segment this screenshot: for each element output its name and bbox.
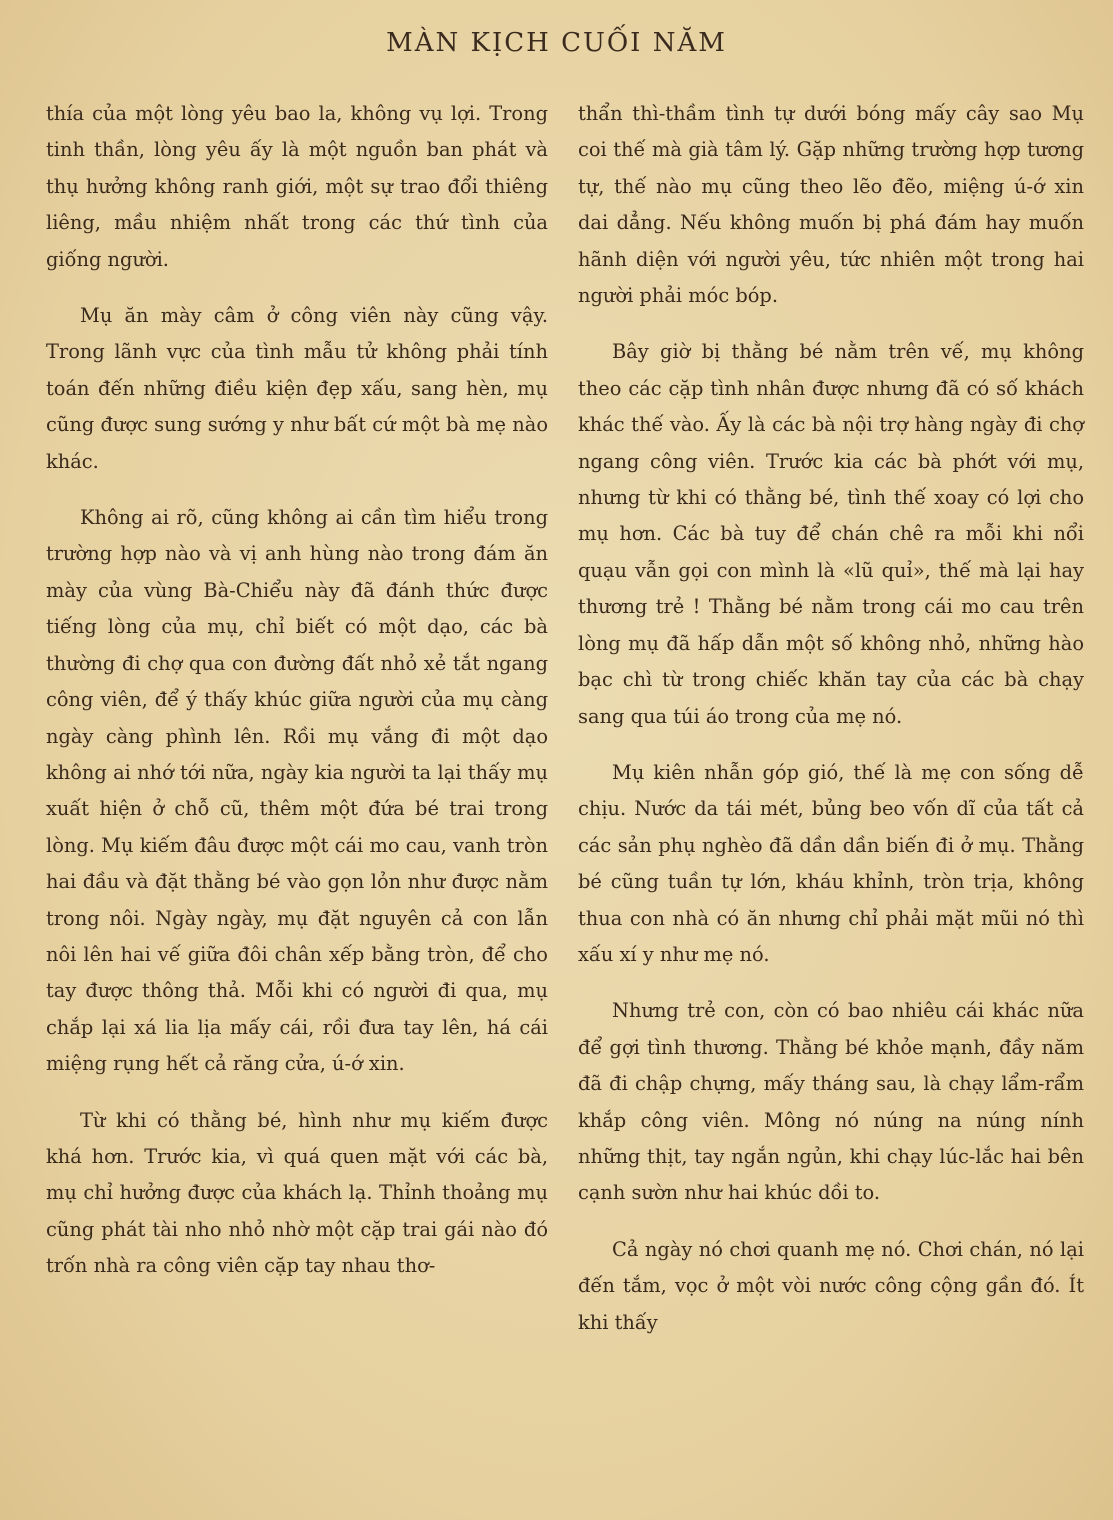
paragraph: Không ai rõ, cũng không ai cần tìm hiểu trong trường hợp nào và vị anh hùng nào trong đám ăn mày của vùng Bà-Chiểu này đã đánh thức được tiếng lòng của mụ, chỉ biết có một dạo, các bà thường đi chợ qua con đường đất nhỏ xẻ tắt ngang công viên, để ý thấy khúc giữa người của mụ càng ngày càng phình lên. Rồi mụ vắng đi một dạo không ai nhớ tới nữa, ngày kia người ta lại thấy mụ xuất hiện ở chỗ cũ, thêm một đứa bé trai trong lòng. Mụ kiếm đâu được một cái mo cau, vanh tròn hai đầu và đặt thằng bé vào gọn lỏn như được nằm trong nôi. Ngày ngày, mụ đặt nguyên cả con lẫn nôi lên hai vế giữa đôi chân xếp bằng tròn, để cho tay được thông thả. Mỗi khi có người đi qua, mụ chắp lại xá lia lịa mấy cái, rồi đưa tay lên, há cái miệng rụng hết cả răng cửa, ú-ớ xin. — [46, 506, 548, 1076]
running-head: MÀN KỊCH CUỐI NĂM — [386, 28, 727, 58]
right-column — [578, 96, 1084, 1361]
paragraph: Bây giờ bị thằng bé nằm trên vế, mụ không theo các cặp tình nhân được nhưng đã có số khách khác thế vào. Ấy là các bà nội trợ hàng ngày đi chợ ngang công viên. Trước kia các bà phớt với mụ, nhưng từ khi có thằng bé, tình thế xoay có lợi cho mụ hơn. Các bà tuy để chán chê ra mỗi khi nổi quạu vẫn gọi con mình là «lũ quỉ», thế mà lại hay thương trẻ ! Thằng bé nằm trong cái mo cau trên lòng mụ đã hấp dẫn một số không nhỏ, những hào bạc chì từ trong chiếc khăn tay của các bà chạy sang qua túi áo trong của mẹ nó. — [578, 340, 1084, 728]
paragraph: Cả ngày nó chơi quanh mẹ nó. Chơi chán, nó lại đến tắm, vọc ở một vòi nước công cộng gần đó. Ít khi thấy — [578, 1237, 1084, 1334]
paragraph: Từ khi có thằng bé, hình như mụ kiếm được khá hơn. Trước kia, vì quá quen mặt với các bà, mụ chỉ hưởng được của khách lạ. Thỉnh thoảng mụ cũng phát tài nho nhỏ nhờ một cặp trai gái nào đó trốn nhà ra công viên cặp tay nhau thơ- — [46, 1108, 548, 1278]
paragraph: thía của một lòng yêu bao la, không vụ lợi. Trong tinh thần, lòng yêu ấy là một nguồn ban phát và thụ hưởng không ranh giới, một sự trao đổi thiêng liêng, mầu nhiệm nhất trong các thứ tình của giống người. — [46, 102, 548, 271]
paragraph: thẩn thì-thầm tình tự dưới bóng mấy cây sao Mụ coi thế mà già tâm lý. Gặp những trường hợp tương tự, thế nào mụ cũng theo lẽo đẽo, miệng ú-ớ xin dai dẳng. Nếu không muốn bị phá đám hay muốn hãnh diện với người yêu, tức nhiên một trong hai người phải móc bóp. — [578, 102, 1084, 308]
left-column — [46, 96, 548, 1305]
paragraph: Nhưng trẻ con, còn có bao nhiêu cái khác nữa để gợi tình thương. Thằng bé khỏe mạnh, đầy năm đã đi chập chựng, mấy tháng sau, là chạy lẩm-rẩm khắp công viên. Mông nó núng na núng nính những thịt, tay ngắn ngủn, khi chạy lúc-lắc hai bên cạnh sườn như hai khúc dồi to. — [578, 999, 1084, 1205]
paragraph: Mụ kiên nhẫn góp gió, thế là mẹ con sống dễ chịu. Nước da tái mét, bủng beo vốn dĩ của tất cả các sản phụ nghèo đã dần dần biến đi ở mụ. Thằng bé cũng tuần tự lớn, kháu khỉnh, tròn trịa, không thua con nhà có ăn nhưng chỉ phải mặt mũi nó thì xấu xí y như mẹ nó. — [578, 760, 1084, 966]
paragraph: Mụ ăn mày câm ở công viên này cũng vậy. Trong lãnh vực của tình mẫu tử không phải tính toán đến những điều kiện đẹp xấu, sang hèn, mụ cũng được sung sướng y như bất cứ một bà mẹ nào khác. — [46, 304, 548, 473]
